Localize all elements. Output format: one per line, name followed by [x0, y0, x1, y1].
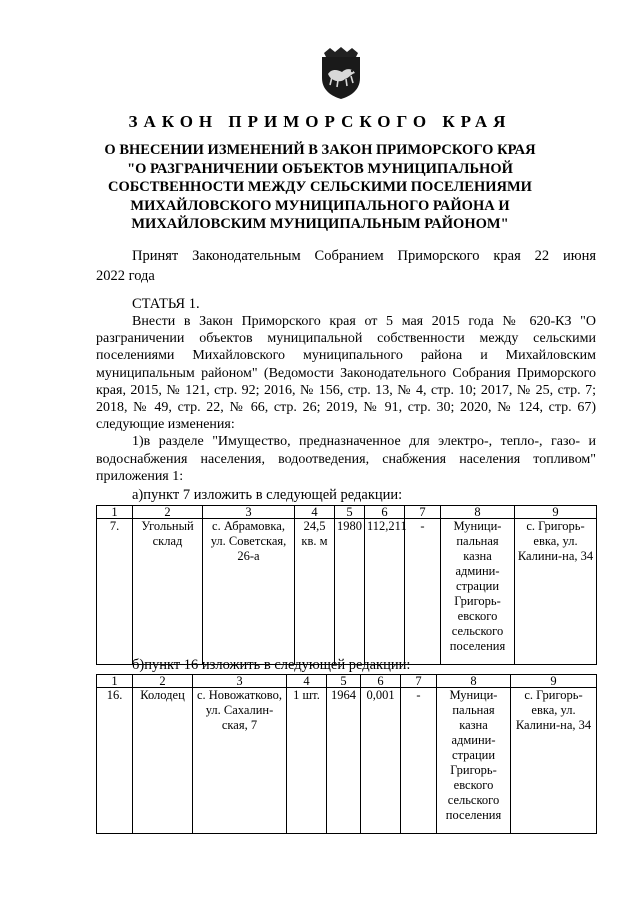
cell-owner: Муници-пальная казна админи-страции Григорь-евского сельского поселения — [441, 519, 515, 665]
header-cell: 8 — [441, 506, 515, 519]
article-body — [96, 313, 596, 485]
header-cell: 3 — [203, 506, 295, 519]
cell-address: с. Абрамовка, ул. Советская, 26-а — [203, 519, 295, 665]
header-cell: 5 — [327, 675, 361, 688]
header-cell: 8 — [437, 675, 511, 688]
header-cell: 9 — [511, 675, 597, 688]
cell-location: с. Григорь-евка, ул. Калини-на, 34 — [511, 688, 597, 834]
cell-year: 1964 — [327, 688, 361, 834]
header-cell: 9 — [515, 506, 597, 519]
header-cell: 5 — [335, 506, 365, 519]
header-cell: 6 — [365, 506, 405, 519]
cell-number: 16. — [97, 688, 133, 834]
table-header-row — [97, 675, 597, 688]
cell-location: с. Григорь-евка, ул. Калини-на, 34 — [515, 519, 597, 665]
adoption-line-2: 2022 года — [96, 268, 155, 284]
cell-area: 1 шт. — [287, 688, 327, 834]
header-cell: 4 — [295, 506, 335, 519]
header-cell: 2 — [133, 506, 203, 519]
header-cell: 1 — [97, 675, 133, 688]
cell-value: 112,211 — [365, 519, 405, 665]
emblem-icon — [318, 44, 364, 100]
section-b-table — [96, 674, 597, 834]
article-title: СТАТЬЯ 1. — [132, 296, 200, 312]
article-item-1: 1)в разделе "Имущество, предназначенное для электро-, тепло-, газо- и водоснабжения населения, водоотведения, снабжения населения топливом" приложения 1: — [96, 434, 596, 484]
cell-number: 7. — [97, 519, 133, 665]
table-row — [97, 519, 597, 665]
adoption-line-1: Принят Законодательным Собранием Приморского края 22 июня — [132, 248, 596, 264]
table-header-row — [97, 506, 597, 519]
header-cell: 3 — [193, 675, 287, 688]
header-cell: 1 — [97, 506, 133, 519]
cell-dash: - — [405, 519, 441, 665]
cell-value: 0,001 — [361, 688, 401, 834]
header-cell: 7 — [401, 675, 437, 688]
cell-area: 24,5 кв. м — [295, 519, 335, 665]
subtitle-line: СОБСТВЕННОСТИ МЕЖДУ СЕЛЬСКИМИ ПОСЕЛЕНИЯМИ — [108, 179, 532, 195]
cell-owner: Муници-пальная казна админи-страции Григорь-евского сельского поселения — [437, 688, 511, 834]
subtitle-line: МИХАЙЛОВСКОГО МУНИЦИПАЛЬНОГО РАЙОНА И — [130, 197, 510, 214]
header-cell: 4 — [287, 675, 327, 688]
header-cell: 2 — [133, 675, 193, 688]
section-a-table — [96, 505, 597, 665]
cell-dash: - — [401, 688, 437, 834]
cell-name: Колодец — [133, 688, 193, 834]
section-a-heading: а)пункт 7 изложить в следующей редакции: — [132, 487, 403, 503]
header-cell: 6 — [361, 675, 401, 688]
cell-year: 1980 — [335, 519, 365, 665]
subtitle-line: МИХАЙЛОВСКИМ МУНИЦИПАЛЬНЫМ РАЙОНОМ" — [131, 216, 509, 232]
law-subtitle — [60, 141, 580, 234]
section-b-heading: б)пункт 16 изложить в следующей редакции: — [132, 657, 411, 673]
header-cell: 7 — [405, 506, 441, 519]
article-intro: Внести в Закон Приморского края от 5 мая 2015 года № 620-КЗ "О разграничении объектов муниципальной собственности между сельскими поселениями Михайловского муниципального района и Михайловским муниципальным районом" (Ведомости Законодательного Собрания Приморского края, 2015, № 121, стр. 92; 2016, № 156, стр. 13, № 4, стр. 10; 2017, № 25, стр. 7; 2018, № 49, стр. 22, № 66, стр. 26; 2019, № 91, стр. 30; 2020, № 124, стр. 67) следующие изменения: — [96, 314, 596, 433]
subtitle-line: "О РАЗГРАНИЧЕНИИ ОБЪЕКТОВ МУНИЦИПАЛЬНОЙ — [127, 160, 513, 177]
cell-address: с. Новожатково, ул. Сахалин-ская, 7 — [193, 688, 287, 834]
cell-name: Угольный склад — [133, 519, 203, 665]
law-title: ЗАКОН ПРИМОРСКОГО КРАЯ — [128, 112, 512, 131]
subtitle-line: О ВНЕСЕНИИ ИЗМЕНЕНИЙ В ЗАКОН ПРИМОРСКОГО КРАЯ — [104, 142, 536, 158]
primorsky-krai-emblem-icon — [318, 44, 364, 100]
table-row — [97, 688, 597, 834]
adoption-statement — [96, 246, 596, 286]
